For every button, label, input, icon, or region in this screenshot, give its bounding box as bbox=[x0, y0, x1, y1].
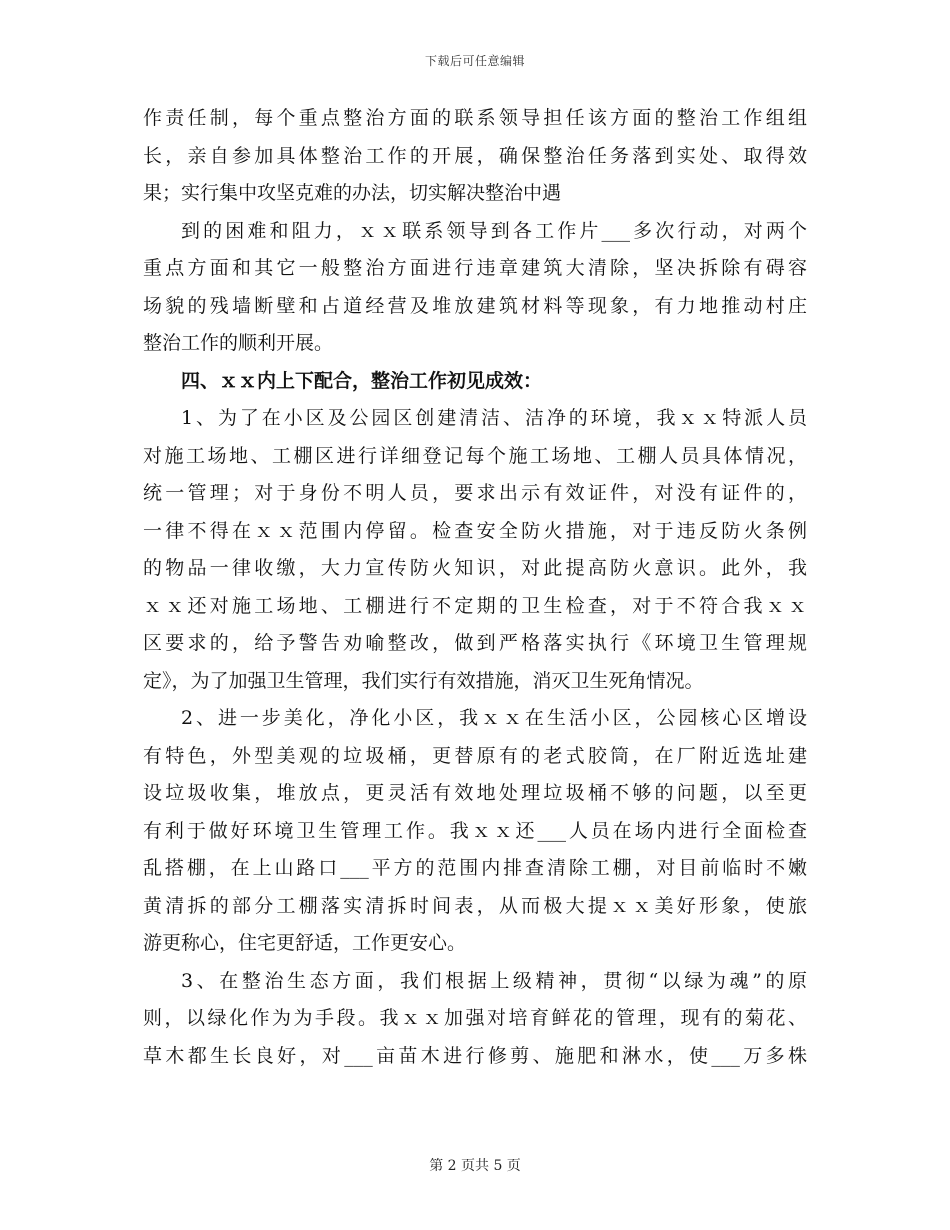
text-line: 有特色，外型美观的垃圾桶，更替原有的老式胶筒，在厂附近选址建 bbox=[143, 744, 807, 767]
text-line: 果；实行集中攻坚克难的办法，切实解决整治中遇 bbox=[143, 182, 562, 204]
text-line: 乱搭棚，在上山路口___平方的范围内排查清除工棚，对目前临时不嫩 bbox=[143, 857, 807, 879]
text-line: 区要求的，给予警告劝喻整改，做到严格落实执行《环境卫生管理规 bbox=[143, 632, 807, 654]
text-line: ｘｘ还对施工场地、工棚进行不定期的卫生检查，对于不符合我ｘｘ bbox=[143, 594, 807, 617]
text-line: 统一管理；对于身份不明人员，要求出示有效证件，对没有证件的， bbox=[143, 482, 807, 504]
text-line: 游更称心，住宅更舒适，工作更安心。 bbox=[143, 932, 467, 954]
text-line: 黄清拆的部分工棚落实清拆时间表，从而极大提ｘｘ美好形象，使旅 bbox=[143, 894, 807, 917]
text-line: 对施工场地、工棚区进行详细登记每个施工场地、工棚人员具体情况， bbox=[143, 444, 807, 467]
text-line: 2、进一步美化，净化小区，我ｘｘ在生活小区，公园核心区增设 bbox=[181, 707, 807, 729]
text-line: 长，亲自参加具体整治工作的开展，确保整治任务落到实处、取得效 bbox=[143, 144, 807, 167]
text-line: 定》，为了加强卫生管理，我们实行有效措施，消灭卫生死角情况。 bbox=[143, 669, 704, 692]
section-heading: 四、ｘｘ内上下配合，整治工作初见成效： bbox=[181, 369, 543, 392]
text-line: 设垃圾收集，堆放点，更灵活有效地处理垃圾桶不够的问题，以至更 bbox=[143, 782, 807, 804]
text-line: 一律不得在ｘｘ范围内停留。检查安全防火措施，对于违反防火条例 bbox=[143, 519, 807, 542]
text-line: 有利于做好环境卫生管理工作。我ｘｘ还___人员在场内进行全面检查 bbox=[143, 819, 807, 842]
page-header: 下载后可任意编辑 bbox=[424, 54, 525, 68]
text-line: 场貌的残墙断壁和占道经营及堆放建筑材料等现象，有力地推动村庄 bbox=[143, 294, 807, 317]
text-line: 整治工作的顺利开展。 bbox=[143, 332, 334, 354]
document-body bbox=[143, 100, 807, 1075]
text-line: 草木都生长良好，对___亩苗木进行修剪、施肥和淋水，使___万多株 bbox=[143, 1044, 807, 1067]
text-line: 1、为了在小区及公园区创建清洁、洁净的环境，我ｘｘ特派人员 bbox=[181, 407, 807, 429]
text-line: 则，以绿化作为为手段。我ｘｘ加强对培育鲜花的管理，现有的菊花、 bbox=[143, 1007, 807, 1029]
text-line: 3、在整治生态方面，我们根据上级精神，贯彻“以绿为魂”的原 bbox=[181, 969, 807, 992]
text-line: 重点方面和其它一般整治方面进行违章建筑大清除，坚决拆除有碍容 bbox=[143, 257, 807, 279]
text-line: 的物品一律收缴，大力宣传防火知识，对此提高防火意识。此外，我 bbox=[143, 557, 807, 579]
text-line: 到的困难和阻力，ｘｘ联系领导到各工作片___多次行动，对两个 bbox=[181, 219, 807, 242]
page-footer: 第 2 页共 5 页 bbox=[429, 1158, 521, 1174]
text-line: 作责任制，每个重点整治方面的联系领导担任该方面的整治工作组组 bbox=[143, 107, 807, 129]
